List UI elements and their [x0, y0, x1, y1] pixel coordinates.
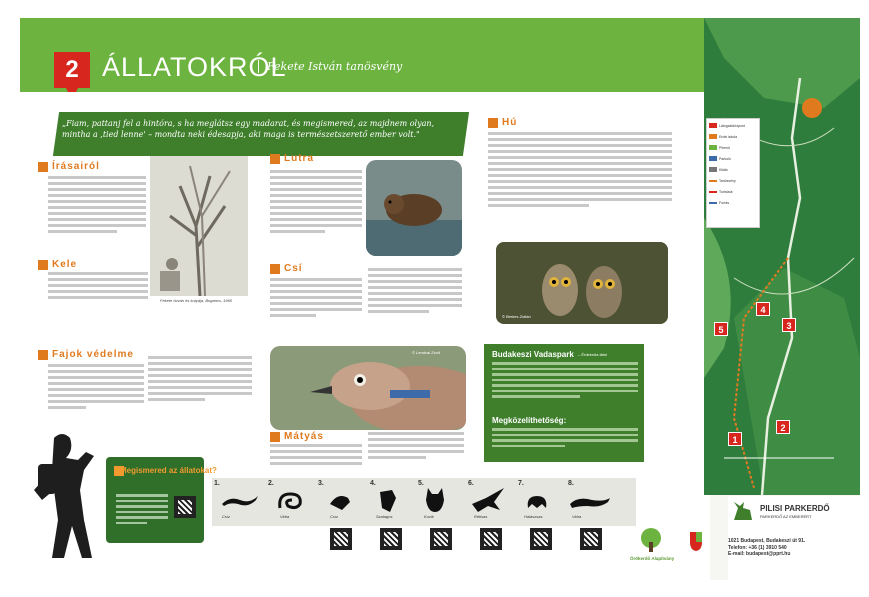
section-body-matyas-2 [368, 432, 464, 472]
snake-icon [276, 488, 306, 512]
quiz-number: 5. [418, 480, 424, 487]
section-title-csi: Csí [284, 263, 303, 274]
map-legend: Látogatóközpont Erdei iskola Pihenő Parkoló Kilátó Tanösvény Turistaút Forrás [706, 118, 760, 228]
section-title-fajok: Fajok védelme [52, 349, 134, 360]
quiz-qr-code[interactable] [580, 528, 602, 550]
section-icon [270, 154, 280, 164]
section-title-kele: Kele [52, 259, 78, 270]
section-title-matyas: Mátyás [284, 431, 324, 442]
section-body-csi [270, 278, 362, 326]
frog-icon [524, 490, 550, 512]
tree-photo [150, 156, 248, 296]
vadaspark-title: Budakeszi Vadaspark [492, 350, 574, 359]
quiz-label: Szalagos [376, 514, 393, 519]
quiz-qr-code[interactable] [530, 528, 552, 550]
quiz-number: 3. [318, 480, 324, 487]
eagle-icon [470, 486, 506, 514]
quote-text: „Fiam, pattanj fel a hintóra, s ha meglátsz egy madarat, és megismered, az majdnem olyan, mintha a ,tied lenne' – mondta neki édesapja, aki maga is természetszerető ember volt." [62, 119, 435, 139]
jay-photo [270, 346, 466, 430]
quiz-number: 4. [370, 480, 376, 487]
map-pin-1[interactable]: 1 [728, 432, 742, 446]
section-body-kele [48, 272, 148, 306]
section-number: 2 [54, 52, 90, 88]
otter-icon [568, 494, 612, 510]
quiz-qr-code[interactable] [380, 528, 402, 550]
section-icon [38, 162, 48, 172]
contact-email[interactable]: E-mail: budapest@pprt.hu [728, 551, 791, 557]
quiz-label: Rétisas [474, 514, 488, 519]
map-pin-2[interactable]: 2 [776, 420, 790, 434]
quiz-label: Kuvik [424, 514, 434, 519]
quiz-number: 7. [518, 480, 524, 487]
page-title: ÁLLATOKRÓL [102, 52, 287, 82]
tree-caption: Fekete István és kutyája, Bogáncs, 1960 [160, 298, 233, 303]
section-icon [270, 264, 280, 274]
owls-photo [496, 242, 668, 324]
map-pin-4[interactable]: 4 [756, 302, 770, 316]
salamander-icon [220, 490, 260, 510]
section-title-irasairol: Írásairól [52, 161, 100, 172]
quiz-number: 2. [268, 480, 274, 487]
partner-name: Örökerdő Alapítvány [630, 556, 675, 561]
quiz-qr-code[interactable] [174, 496, 196, 518]
org-tagline: PARKERDŐ AZ EMBERÉRT [760, 514, 812, 519]
section-title-hu: Hú [502, 117, 518, 128]
section-icon [38, 350, 48, 360]
woodpecker-icon [374, 488, 400, 514]
org-name: PILISI PARKERDŐ [760, 504, 830, 513]
quiz-number: 8. [568, 480, 574, 487]
map-pin-5[interactable]: 5 [714, 322, 728, 336]
section-title-lutra: Lutra [284, 153, 314, 164]
vadaspark-body [492, 362, 638, 412]
contact-phone: Telefon: +36 (1) 3910 540 [728, 544, 787, 551]
section-icon [488, 118, 498, 128]
otter-photo [366, 160, 462, 256]
contact-info [728, 538, 805, 558]
quiz-label: Csíz [330, 514, 338, 519]
quiz-number: 1. [214, 480, 220, 487]
quiz-label: Halászsas [524, 514, 543, 519]
owls-caption: © Berkes Zoltán [502, 314, 531, 319]
quiz-label: Vidra [572, 514, 582, 519]
vadaspark-access-title: Megközelíthetőség: [492, 416, 567, 425]
quiz-number: 6. [468, 480, 474, 487]
section-icon [270, 432, 280, 442]
hiker-silhouette-icon [24, 430, 114, 562]
quiz-qr-code[interactable] [480, 528, 502, 550]
section-body-fajok-2 [148, 356, 252, 420]
quiz-qr-code[interactable] [330, 528, 352, 550]
section-body-matyas [270, 444, 362, 476]
coat-of-arms-icon [688, 530, 704, 552]
jay-caption: © Lendvai Zsolt [412, 350, 440, 355]
quiz-body [116, 494, 168, 527]
partner-logo-icon [636, 526, 666, 554]
section-body-hu [488, 132, 672, 238]
owl-icon [424, 486, 446, 514]
section-body-irasairol [48, 176, 146, 256]
quiz-qr-code[interactable] [430, 528, 452, 550]
bird-icon [328, 490, 352, 512]
section-body-fajok [48, 364, 144, 426]
quiz-label: Csíz [222, 514, 230, 519]
map-pin-3[interactable]: 3 [782, 318, 796, 332]
section-body-lutra [270, 170, 362, 254]
contact-address: 1021 Budapest, Budakeszi út 91. [728, 538, 806, 544]
section-body-csi-2 [368, 268, 462, 328]
deer-logo-icon [730, 500, 756, 522]
quiz-label: Vidra [280, 514, 290, 519]
vadaspark-subtitle: – Érdekróla látni [578, 352, 607, 357]
section-icon [38, 260, 48, 270]
quiz-title: Megismered az állatokat? [120, 466, 217, 475]
vadaspark-access-body [492, 428, 638, 458]
page-subtitle: Fekete István tanösvény [258, 60, 402, 73]
